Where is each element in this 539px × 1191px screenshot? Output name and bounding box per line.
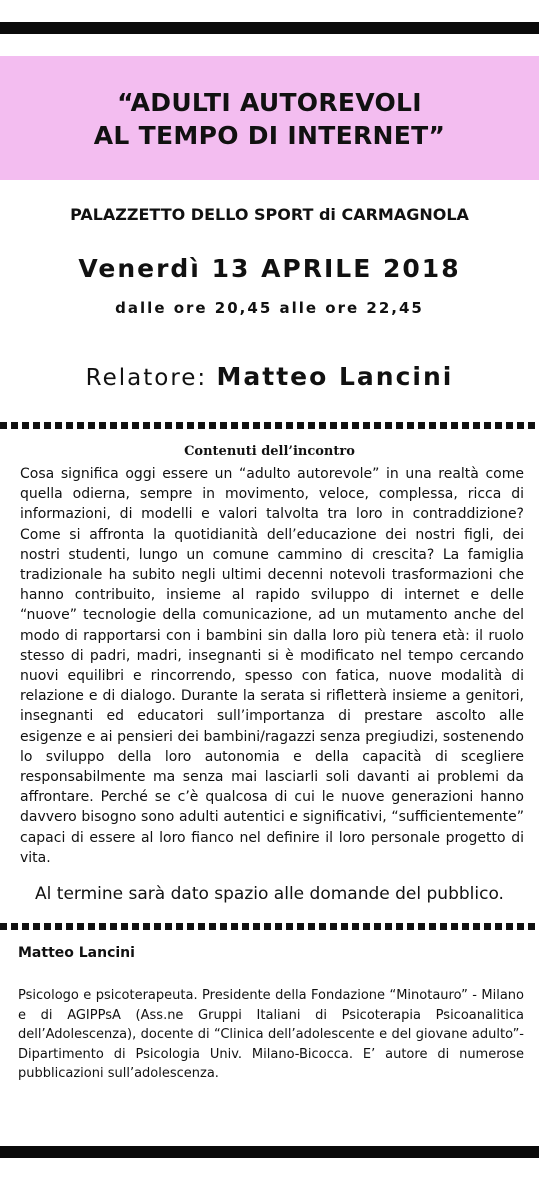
closing-note: Al termine sarà dato spazio alle domande del pubblico. — [35, 884, 504, 904]
speaker-label: Relatore: — [85, 365, 208, 391]
title-banner — [0, 56, 539, 180]
event-venue: PALAZZETTO DELLO SPORT di CARMAGNOLA — [70, 205, 469, 224]
speaker-name: Matteo Lancini — [216, 362, 454, 391]
speaker-line — [0, 362, 539, 391]
event-date: Venerdì 13 APRILE 2018 — [78, 254, 461, 283]
bio-name: Matteo Lancini — [18, 945, 135, 961]
dotted-divider — [0, 923, 539, 930]
event-title-line-2: AL TEMPO DI INTERNET” — [93, 121, 446, 150]
event-title-line-1: “ADULTI AUTOREVOLI — [117, 88, 422, 117]
bio-text: Psicologo e psicoterapeuta. Presidente della Fondazione “Minotauro” - Milano e di AGIPPsA (Ass.ne Gruppi Italiani di Psicoterapia Psicoanalitica dell’Adolescenza), docente di “Clinica dell’adolescente e del giovane adulto”- Dipartimento di Psicologia Univ. Milano-Bicocca. E’ autore di numerose pubblicazioni sull’adolescenza. — [18, 988, 524, 1081]
dotted-divider — [0, 422, 539, 429]
top-border-bar — [0, 22, 539, 34]
event-time: dalle ore 20,45 alle ore 22,45 — [115, 299, 424, 317]
contents-body: Cosa significa oggi essere un “adulto autorevole” in una realtà come quella odierna, sempre in movimento, veloce, complessa, ricca di informazioni, di modelli e valori talvolta tra loro in contraddizione? Come si affronta la quotidianità dell’educazione dei nostri figli, dei nostri studenti, lungo un comune cammino di crescita? La famiglia tradizionale ha subito negli ultimi decenni notevoli trasformazioni che hanno contribuito, insieme al rapido sviluppo di internet e delle “nuove” tecnologie della comunicazione, ad un mutamento anche del modo di rapportarsi con i bambini sin dalla loro più tenera età: il ruolo stesso di padri, madri, insegnanti si è modificato nel tempo cercando nuovi equilibri e rincorrendo, spesso con fatica, nuove modalità di relazione e di dialogo. Durante la serata si rifletterà insieme a genitori, insegnanti ed educatori sull’importanza di prestare ascolto alle esigenze e ai pensieri dei bambini/ragazzi senza pregiudizi, sostenendo lo sviluppo della loro autonomia e della capacità di scegliere responsabilmente ma senza mai lasciarli soli davanti ai problemi da affrontare. Perché se c’è qualcosa di cui le nuove generazioni hanno davvero bisogno sono adulti autentici e significativi, “sufficientemente” capaci di essere al loro fianco nel definire il loro personale progetto di vita. — [20, 466, 524, 866]
bottom-border-bar — [0, 1146, 539, 1158]
event-title — [0, 86, 539, 152]
contents-heading: Contenuti dell’incontro — [184, 444, 355, 459]
